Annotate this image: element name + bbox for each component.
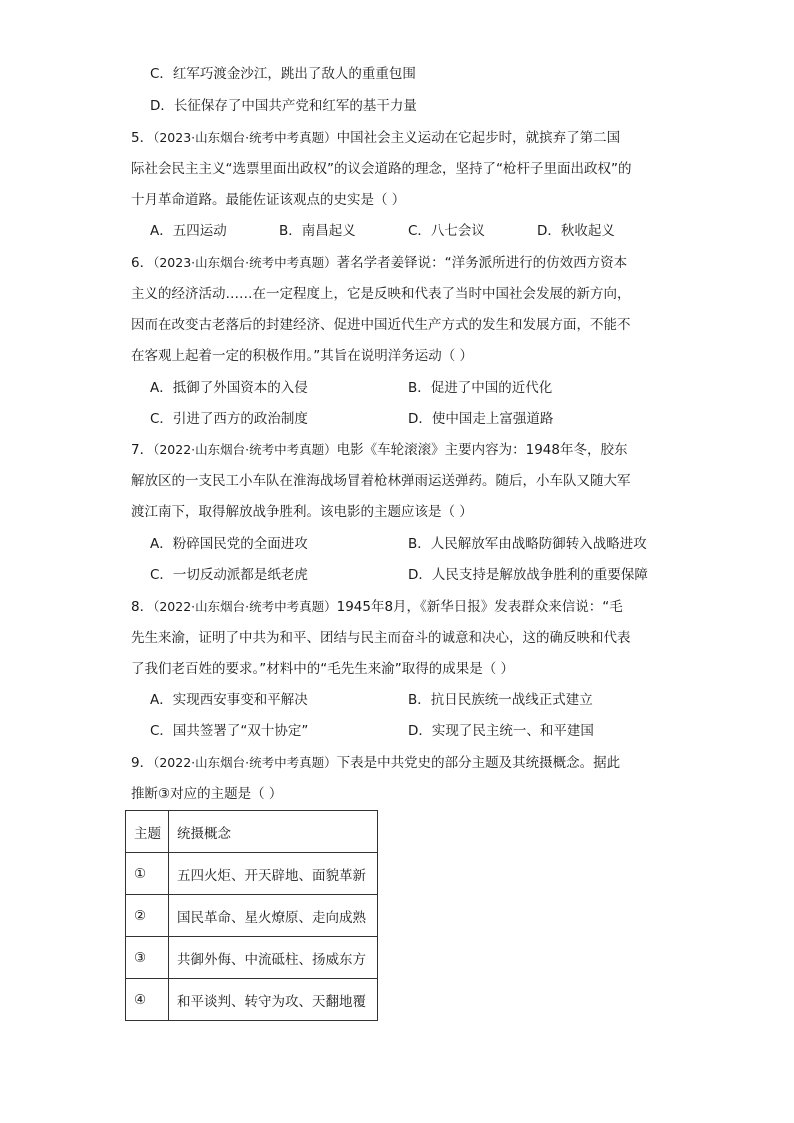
- table-row: [126, 853, 378, 895]
- table-cell: 国民革命、星火燎原、走向成熟: [169, 895, 378, 937]
- q7-number: 7．: [131, 442, 154, 458]
- q5-option-a: A．五四运动: [150, 223, 227, 239]
- q7-option-a: A．粉碎国民党的全面进攻: [150, 536, 308, 552]
- q8-number: 8．: [131, 599, 154, 615]
- q7-stem-line-1: [131, 440, 627, 460]
- q9-text-1: 下表是中共党史的部分主题及其统摄概念。据此: [336, 755, 621, 771]
- q8-stem-line-2: 先生来渝，证明了中共为和平、团结与民主而奋斗的诚意和决心，这的确反映和代表: [131, 630, 631, 646]
- table-cell: 共御外侮、中流砥柱、扬威东方: [169, 937, 378, 979]
- q6-stem-line-2: 主义的经济活动……在一定程度上，它是反映和代表了当时中国社会发展的新方向，: [131, 286, 631, 302]
- q6-number: 6．: [131, 255, 154, 271]
- table-cell: ④: [126, 979, 169, 1021]
- q5-option-b: B．南昌起义: [279, 223, 356, 239]
- q5-stem-line-3: 十月革命道路。最能佐证该观点的史实是（ ）: [131, 192, 406, 208]
- q8-stem-line-1: [131, 597, 623, 617]
- table-header-cell: 主题: [126, 811, 169, 853]
- q7-text-1: 电影《车轮滚滚》主要内容为：1948年冬，胶东: [336, 442, 628, 458]
- q8-text-1: 1945年8月，《新华日报》发表群众来信说：“毛: [336, 599, 623, 615]
- q6-option-b: B．促进了中国的近代化: [408, 380, 553, 396]
- table-cell: ③: [126, 937, 169, 979]
- table-cell: ①: [126, 853, 169, 895]
- q5-text-1: 中国社会主义运动在它起步时，就摈弃了第二国: [336, 130, 621, 146]
- q9-source: （2022·山东烟台·统考中考真题）: [153, 755, 337, 770]
- q5-number: 5．: [131, 130, 154, 146]
- table-row: [126, 979, 378, 1021]
- q9-stem-line-2: 推断③对应的主题是（ ）: [131, 786, 283, 802]
- table-header-cell: 统摄概念: [169, 811, 378, 853]
- q4-option-d: D．长征保存了中国共产党和红军的基干力量: [150, 98, 417, 114]
- table-cell: 和平谈判、转守为攻、天翻地覆: [169, 979, 378, 1021]
- q7-option-b: B．人民解放军由战略防御转入战略进攻: [408, 536, 647, 552]
- q5-source: （2023·山东烟台·统考中考真题）: [153, 130, 337, 145]
- table-header-row: [126, 811, 378, 853]
- q5-option-d: D．秋收起义: [537, 223, 615, 239]
- q6-option-d: D．使中国走上富强道路: [408, 411, 554, 427]
- q5-option-c: C．八七会议: [408, 223, 485, 239]
- table-row: [126, 895, 378, 937]
- q7-stem-line-3: 渡江南下，取得解放战争胜利。该电影的主题应该是（ ）: [131, 504, 473, 520]
- q5-stem-line-1: [131, 128, 620, 148]
- q6-stem-line-4: 在客观上起着一定的积极作用。”其旨在说明洋务运动（ ）: [131, 348, 474, 364]
- q7-stem-line-2: 解放区的一支民工小车队在淮海战场冒着枪林弹雨运送弹药。随后，小车队又随大军: [131, 473, 631, 489]
- q8-option-b: B．抗日民族统一战线正式建立: [408, 692, 593, 708]
- q5-stem-line-2: 际社会民主主义“选票里面出政权”的议会道路的理念，坚持了“枪杆子里面出政权”的: [131, 161, 632, 177]
- q8-source: （2022·山东烟台·统考中考真题）: [153, 599, 337, 614]
- q8-option-d: D．实现了民主统一、和平建国: [408, 723, 594, 739]
- q7-option-c: C．一切反动派都是纸老虎: [150, 567, 308, 583]
- q8-option-a: A．实现西安事变和平解决: [150, 692, 308, 708]
- table-cell: ②: [126, 895, 169, 937]
- q6-text-1: 著名学者姜铎说：“洋务派所进行的仿效西方资本: [336, 255, 628, 271]
- q8-option-c: C．国共签署了“双十协定”: [150, 723, 309, 739]
- q8-stem-line-3: 了我们老百姓的要求。”材料中的“毛先生来渝”取得的成果是（ ）: [131, 661, 515, 677]
- q6-option-a: A．抵御了外国资本的入侵: [150, 380, 308, 396]
- q9-stem-line-1: [131, 753, 620, 773]
- table-cell: 五四火炬、开天辟地、面貌革新: [169, 853, 378, 895]
- q7-source: （2022·山东烟台·统考中考真题）: [153, 442, 337, 457]
- q6-option-c: C．引进了西方的政治制度: [150, 411, 308, 427]
- q4-option-c: C．红军巧渡金沙江，跳出了敌人的重重包围: [150, 66, 416, 82]
- q9-theme-table: [125, 810, 378, 1021]
- table-row: [126, 937, 378, 979]
- q6-stem-line-3: 因而在改变古老落后的封建经济、促进中国近代生产方式的发生和发展方面，不能不: [131, 317, 631, 333]
- q7-option-d: D．人民支持是解放战争胜利的重要保障: [408, 567, 648, 583]
- q9-number: 9．: [131, 755, 154, 771]
- q6-source: （2023·山东烟台·统考中考真题）: [153, 255, 337, 270]
- q6-stem-line-1: [131, 253, 627, 273]
